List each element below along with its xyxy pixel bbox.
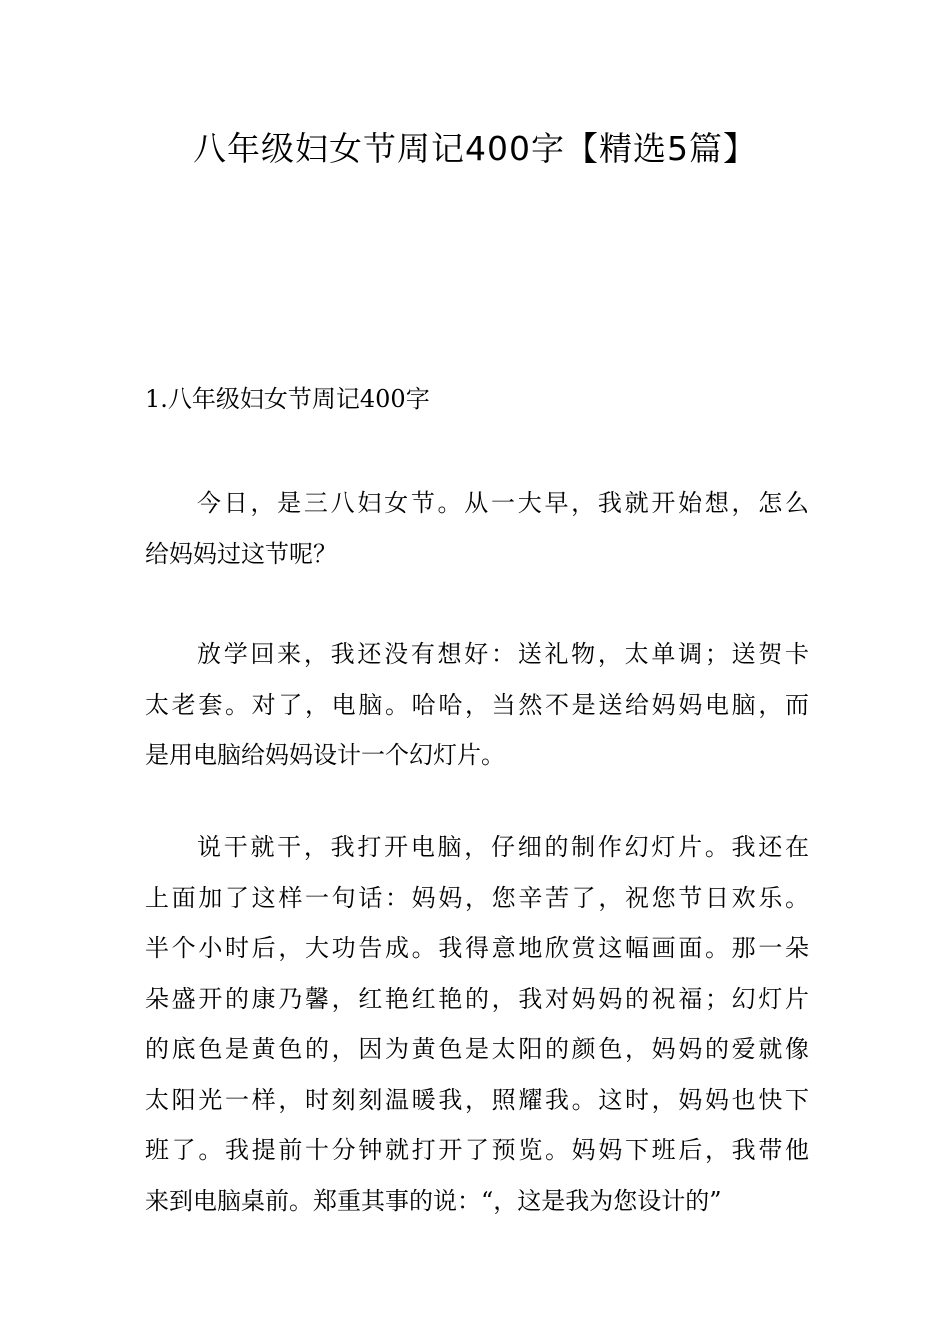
paragraph-line: 上面加了这样一句话：妈妈，您辛苦了，祝您节日欢乐。 — [145, 883, 809, 912]
paragraph-3 — [145, 822, 809, 1226]
paragraph-line: 的底色是黄色的，因为黄色是太阳的颜色，妈妈的爱就像 — [145, 1035, 809, 1063]
paragraph-line: 说干就干，我打开电脑，仔细的制作幻灯片。我还在 — [197, 833, 809, 861]
paragraph-line: 太阳光一样，时刻刻温暖我，照耀我。这时，妈妈也快下 — [145, 1085, 809, 1114]
section-heading: 1.八年级妇女节周记400字 — [145, 385, 430, 413]
paragraph-line: 太老套。对了，电脑。哈哈，当然不是送给妈妈电脑，而 — [145, 690, 809, 719]
paragraph-line: 给妈妈过这节呢？ — [145, 539, 337, 568]
paragraph-line: 半个小时后，大功告成。我得意地欣赏这幅画面。那一朵 — [145, 934, 809, 962]
paragraph-line: 今日，是三八妇女节。从一大早，我就开始想，怎么 — [197, 489, 809, 517]
document-title: 八年级妇女节周记400字【精选5篇】 — [193, 129, 757, 168]
paragraph-line: 班了。我提前十分钟就打开了预览。妈妈下班后，我带他 — [145, 1136, 809, 1164]
paragraph-line: 放学回来，我还没有想好：送礼物，太单调；送贺卡 — [197, 640, 809, 668]
paragraph-line: 来到电脑桌前。郑重其事的说：“，这是我为您设计的” — [145, 1186, 722, 1215]
paragraph-line: 是用电脑给妈妈设计一个幻灯片。 — [145, 741, 505, 769]
paragraph-line: 朵盛开的康乃馨，红艳红艳的，我对妈妈的祝福；幻灯片 — [145, 984, 809, 1013]
paragraph-1 — [145, 478, 809, 579]
paragraph-2 — [145, 629, 809, 781]
